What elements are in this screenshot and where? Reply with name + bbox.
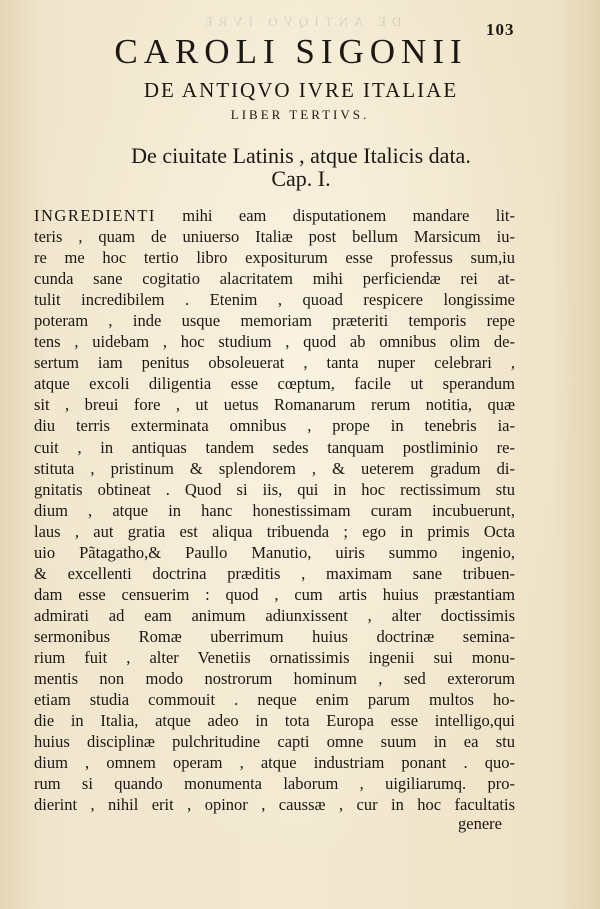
body-text	[34, 205, 515, 815]
text-line: sermonibus Romæ uberrimum huius doctrinæ semina-	[34, 626, 515, 646]
text-line: & excellenti doctrina præditis , maximam sane tribuen-	[34, 563, 515, 583]
text-line: sertum iam penitus obsoleuerat , tanta nuper celebrari ,	[34, 353, 515, 373]
text-line: re me hoc tertio libro expositurum esse professus sum,iu	[34, 248, 515, 268]
text-line: tens , uidebam , hoc studium , quod ab omnibus olim de-	[34, 332, 515, 352]
text-line: sit , breui fore , ut uetus Romanarum rerum notitia, quæ	[34, 395, 515, 415]
chapter-title: De ciuitate Latinis , atque Italicis data.	[131, 143, 471, 168]
text-line: dium , omnem operam , atque industriam ponant . quo-	[34, 753, 515, 773]
text-line: uio Pãtagatho,& Paullo Manutio, uiris summo ingenio,	[34, 542, 515, 562]
text-line: diu terris exterminata omnibus , prope in tenebris ia-	[34, 416, 515, 436]
chapter-heading	[86, 144, 516, 190]
text-line: admirati ad eam animum adiunxissent , alter doctissimis	[34, 605, 515, 625]
text-line: dierint , nihil erit , opinor , caussæ , cur in hoc facultatis	[34, 795, 515, 815]
bleed-through-text: DE ANTIQVO IVRE	[198, 14, 402, 29]
text-line: dium , atque in hanc honestissimam curam incubuerunt,	[34, 500, 515, 520]
catchword: genere	[458, 814, 502, 833]
text-line: cunda sane cogitatio alacritatem mihi perficiendæ rei at-	[34, 269, 515, 289]
book-label: LIBER TERTIVS.	[230, 107, 370, 122]
text-line: rum si quando monumenta laborum , uigiliarumq. pro-	[34, 774, 515, 794]
running-head-work-title: DE ANTIQVO IVRE ITALIAE	[143, 78, 459, 102]
text-line: atque excoli diligentia esse cœptum, facile ut sperandum	[34, 374, 515, 394]
text-line	[34, 205, 515, 226]
text-line: mentis non modo nostrorum hominum , sed exterorum	[34, 669, 515, 689]
incipit-word: INGREDIENTI	[34, 206, 156, 225]
text-line: rium fuit , alter Venetiis ornatissimis ingenii sui monu-	[34, 647, 515, 667]
text-line: poteram , inde usque memoriam præteriti temporis repe	[34, 311, 515, 331]
text-line: etiam studia commouit . neque enim parum multos ho-	[34, 690, 515, 710]
text-line: gnitatis obtineat . Quod si iis, qui in hoc rectissimum stu	[34, 479, 515, 499]
text-line: stituta , pristinum & splendorem , & ueterem gradum di-	[34, 458, 515, 478]
chapter-number: Cap. I.	[271, 166, 331, 191]
running-head-author: CAROLI SIGONII	[114, 32, 468, 71]
text-line: die in Italia, atque adeo in tota Europa esse intelligo,qui	[34, 711, 515, 731]
text-line: dam esse censuerim : quod , cum artis huius præstantiam	[34, 584, 515, 604]
text-line-content: mihi eam disputationem mandare lit-	[182, 206, 515, 225]
text-line: tulit incredibilem . Etenim , quoad respicere longissime	[34, 290, 515, 310]
text-line: cuit , in antiquas tandem sedes tanquam postliminio re-	[34, 437, 515, 457]
text-line: laus , aut gratia est aliqua tribuenda ; ego in primis Octa	[34, 521, 515, 541]
text-line: huius disciplinæ pulchritudine capti omne suum in ea stu	[34, 732, 515, 752]
text-line: teris , quam de uniuerso Italiæ post bellum Marsicum iu-	[34, 227, 515, 247]
page-number: 103	[486, 20, 515, 39]
